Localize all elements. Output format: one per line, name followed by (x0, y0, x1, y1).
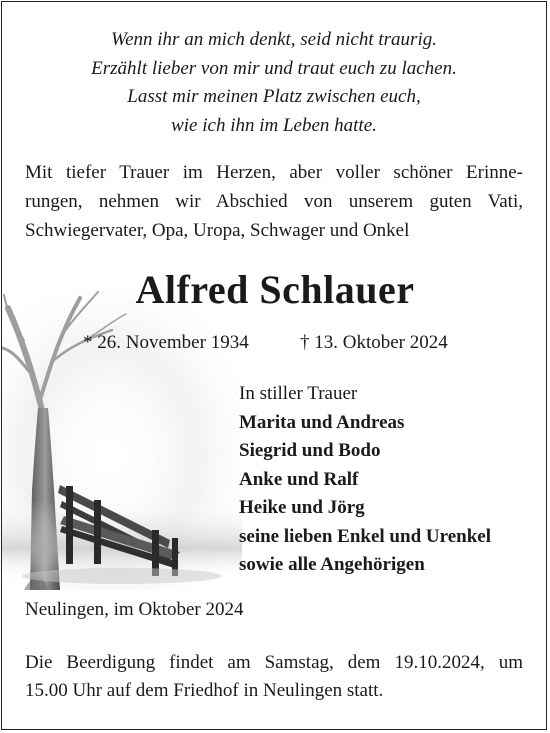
poem (0, 26, 548, 140)
mourner-name: seine lieben Enkel und Urenkel (239, 525, 491, 547)
mourner-name: Anke und Ralf (239, 468, 359, 490)
deceased-name: Alfred Schlauer (135, 267, 415, 312)
mourner-name: Siegrid und Bodo (239, 440, 381, 461)
funeral-notice (25, 649, 523, 705)
place-date: Neulingen, im Oktober 2024 (25, 599, 244, 620)
intro-text (25, 158, 523, 245)
birth-date: * 26. November 1934 (83, 332, 249, 353)
mourner-name: Heike und Jörg (239, 497, 365, 518)
poem-line: Wenn ihr an mich denkt, seid nicht traurig. (111, 29, 437, 50)
intro-line: Schwiegervater, Opa, Uropa, Schwager und Onkel (25, 220, 410, 241)
mourner-name: Marita und Andreas (239, 411, 405, 433)
intro-line: Mit tiefer Trauer im Herzen, aber voller schöner Erinne- (25, 162, 523, 183)
poem-line: Lasst mir meinen Platz zwischen euch, (127, 86, 421, 108)
death-date: † 13. Oktober 2024 (300, 332, 448, 353)
mourners-block (239, 380, 491, 580)
poem-line: Erzählt lieber von mir und traut euch zu lachen. (91, 57, 457, 79)
funeral-line: Die Beerdigung findet am Samstag, dem 19.10.2024, um (25, 652, 523, 673)
intro-line: rungen, nehmen wir Abschied von unserem guten Vati, (25, 191, 523, 212)
funeral-line: 15.00 Uhr auf dem Friedhof in Neulingen statt. (25, 680, 384, 701)
poem-line: wie ich ihn im Leben hatte. (171, 114, 377, 136)
mourner-name: sowie alle Angehörigen (239, 554, 425, 575)
mourners-heading: In stiller Trauer (239, 383, 358, 404)
